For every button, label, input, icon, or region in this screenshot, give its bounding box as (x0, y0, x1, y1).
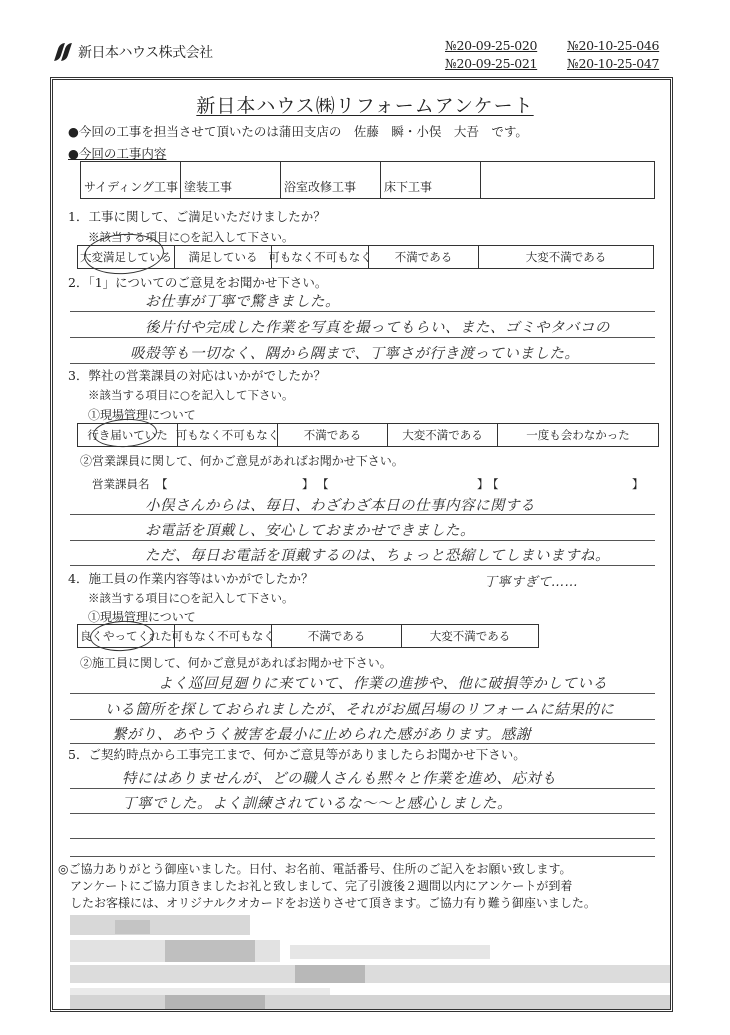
answer-rule (70, 693, 655, 694)
footer-line: ◎ご協力ありがとう御座いました。日付、お名前、電話番号、住所のご記入をお願い致します。 (58, 862, 572, 876)
q3-option-very-dissatisfied[interactable]: 大変不満である (388, 424, 498, 446)
q4-answer-line: よく巡回見廻りに来ていて、作業の進捗や、他に破損等かしている (158, 676, 608, 692)
q4-question: 4．施工員の作業内容等はいかがでしたか？ (68, 571, 314, 586)
answer-rule (70, 337, 655, 338)
answer-rule (70, 719, 655, 720)
q4-option-did-well[interactable]: 良くやってくれた (78, 625, 175, 647)
footer-line: したお客様には、オリジナルクオカードをお送りさせて頂きます。ご協力有り難う御座いました。 (58, 896, 596, 910)
company-logo (55, 42, 213, 62)
q3-answer-line: 小俣さんからは、毎日、わざわざ本日の仕事内容に関する (145, 498, 535, 514)
q3-option-dissatisfied[interactable]: 不満である (278, 424, 388, 446)
q3-options-table (77, 423, 659, 447)
work-item: サイディング工事 (81, 162, 181, 198)
document-number: №20-09-25-021 (445, 56, 538, 71)
q2-question: 2．「1」についてのご意見をお聞かせ下さい。 (68, 275, 328, 290)
q1-option-very-dissatisfied[interactable]: 大変不満である (525, 250, 607, 264)
q1-option-satisfied[interactable]: 満足している (175, 246, 272, 268)
q3-instruction: ※該当する項目に○を記入して下さい。 (88, 388, 294, 402)
q3-option-never-met[interactable]: 一度も会わなかった (526, 428, 630, 442)
footer-note (58, 861, 596, 912)
q3-option-neutral[interactable]: 可もなく不可もなく (178, 424, 278, 446)
q4-option-very-dissatisfied[interactable]: 大変不満である (429, 629, 511, 643)
q5-answer-line: 特にはありませんが、どの職人さんも黙々と作業を進め、応対も (122, 771, 557, 787)
logo-mark-icon (55, 43, 75, 61)
document-number: №20-10-25-047 (567, 56, 660, 71)
survey-title: 新日本ハウス㈱リフォームアンケート (196, 95, 534, 117)
q4-sub1-label: ①現場管理について (88, 610, 196, 624)
q1-option-very-satisfied[interactable]: 大変満足している (78, 246, 175, 268)
document-number: №20-09-25-020 (445, 38, 538, 53)
q3-sub2-label: ②営業課員に関して、何かご意見があればお聞かせ下さい。 (80, 454, 404, 468)
staff-name-label: 営業課員名 (92, 477, 150, 491)
answer-rule (70, 856, 655, 857)
document-number: №20-10-25-046 (567, 38, 660, 53)
q2-answer-line: 後片付や完成した作業を写真を撮ってもらい、また、ゴミやタバコの (145, 320, 610, 336)
company-name: 新日本ハウス株式会社 (78, 45, 213, 61)
q3-sub1-label: ①現場管理について (88, 408, 196, 422)
q3-answer-line: お電話を頂戴し、安心しておまかせできました。 (145, 523, 475, 539)
work-item-empty (481, 162, 654, 198)
answer-rule (70, 838, 655, 839)
q2-answer-line: お仕事が丁寧で驚きました。 (145, 294, 340, 310)
q4-sub2-label: ②施工員に関して、何かご意見があればお聞かせ下さい。 (80, 656, 392, 670)
work-item: 床下工事 (381, 162, 481, 198)
work-content-table (80, 161, 655, 199)
q1-instruction: ※該当する項目に○を記入して下さい。 (88, 230, 294, 244)
answer-rule (70, 788, 655, 789)
answer-rule (70, 813, 655, 814)
work-content-label: ●今回の工事内容 (68, 146, 167, 161)
staff-line: ●今回の工事を担当させて頂いたのは蒲田支店の 佐藤 瞬・小俣 大吾 です。 (68, 124, 528, 139)
q1-option-neutral[interactable]: 可もなく不可もなく (272, 246, 369, 268)
q3-question: 3．弊社の営業課員の対応はいかがでしたか？ (68, 368, 326, 383)
answer-rule (70, 540, 655, 541)
margin-note: 丁寧すぎて…… (484, 575, 579, 590)
q2-answer-line: 吸殻等も一切なく、隅から隅まで、丁寧さが行き渡っていました。 (130, 346, 580, 362)
q4-answer-line: いる箇所を探しておられましたが、それがお風呂場のリフォームに結果的に (105, 702, 615, 718)
footer-line: アンケートにご協力頂きましたお礼と致しまして、完了引渡後２週間以内にアンケートが到着 (58, 879, 573, 893)
answer-rule (70, 743, 655, 744)
q4-option-dissatisfied[interactable]: 不満である (272, 625, 402, 647)
q1-option-dissatisfied[interactable]: 不満である (369, 246, 479, 268)
q5-question: 5．ご契約時点から工事完工まで、何かご意見等がありましたらお聞かせ下さい。 (68, 747, 526, 762)
q4-option-neutral[interactable]: 可もなく不可もなく (175, 625, 272, 647)
q3-answer-line: ただ、毎日お電話を頂戴するのは、ちょっと恐縮してしまいますね。 (145, 548, 610, 564)
q4-answer-line: 繋がり、あやうく被害を最小に止められた感があります。感謝 (112, 727, 531, 743)
q5-answer-line: 丁寧でした。よく訓練されているな～～と感心しました。 (122, 796, 512, 812)
answer-rule (70, 363, 655, 364)
work-item: 浴室改修工事 (281, 162, 381, 198)
answer-rule (70, 514, 655, 515)
document-numbers (445, 38, 687, 71)
q1-question: 1．工事に関して、ご満足いただけましたか？ (68, 209, 326, 224)
answer-rule (70, 565, 655, 566)
work-item: 塗装工事 (181, 162, 281, 198)
q4-instruction: ※該当する項目に○を記入して下さい。 (88, 591, 294, 605)
answer-rule (70, 311, 655, 312)
q3-option-attentive[interactable]: 行き届いていた (78, 424, 178, 446)
